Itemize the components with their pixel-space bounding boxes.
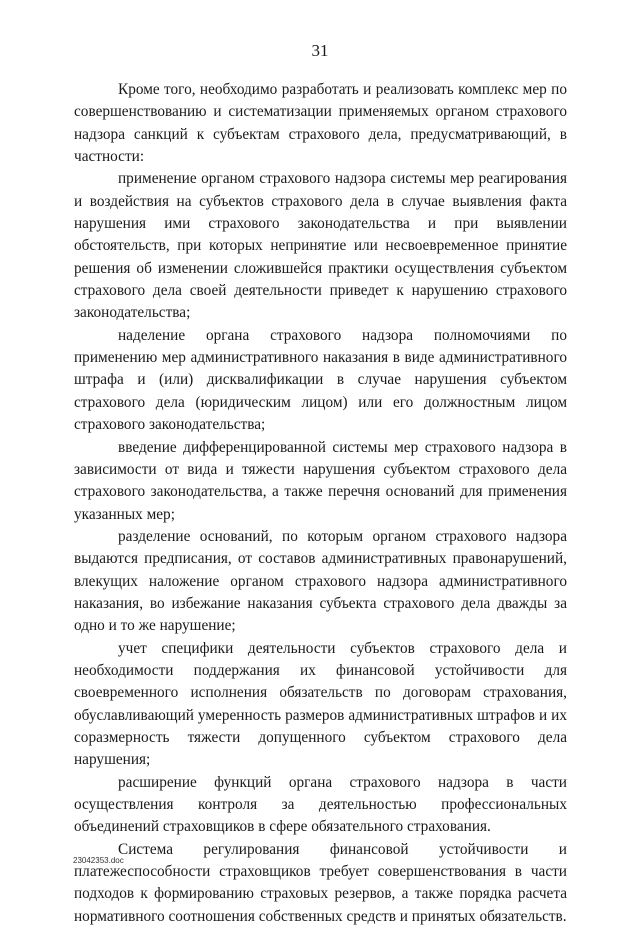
document-body xyxy=(74,79,567,928)
paragraph-intro: Кроме того, необходимо разработать и реализовать комплекс мер по совершенствованию и систематизации применяемых органом страхового надзора санкций к субъектам страхового дела, предусматривающий, в частности: xyxy=(74,81,567,166)
footer-filename: 23042353.doc xyxy=(73,856,124,865)
paragraph-item-1: применение органом страхового надзора системы мер реагирования и воздействия на субъектов страхового дела в случае выявления факта нарушения ими страхового законодательства и при выявлении обстоятельств, при которых непринятие или несвоевременное принятие решения об изменении сложившейся практики осуществления субъектом страхового дела своей деятельности приведет к нарушению страхового законодательства; xyxy=(74,170,567,322)
paragraph-item-6: расширение функций органа страхового надзора в части осуществления контроля за деятельностью профессиональных объединений страховщиков в сфере обязательного страхования. xyxy=(74,773,567,836)
paragraph-item-3: введение дифференцированной системы мер страхового надзора в зависимости от вида и тяжести нарушения субъектом страхового дела страхового законодательства, а также перечня оснований для применения указанных мер; xyxy=(74,438,567,523)
paragraph-item-2: наделение органа страхового надзора полномочиями по применению мер административного наказания в виде административного штрафа и (или) дисквалификации в случае нарушения субъектом страхового дела (юридическим лицом) или его должностным лицом страхового законодательства; xyxy=(74,326,567,434)
paragraph-conclusion: Система регулирования финансовой устойчивости и платежеспособности страховщиков требует совершенствования в части подходов к формированию страховых резервов, а также порядка расчета нормативного соотношения собственных средств и принятых обязательств. xyxy=(74,840,567,925)
paragraph-item-5: учет специфики деятельности субъектов страхового дела и необходимости поддержания их финансовой устойчивости для своевременного исполнения обязательств по договорам страхования, обуславливающий умеренность размеров административных штрафов и их соразмерность тяжести допущенного субъектом страхового дела нарушения; xyxy=(74,639,567,769)
paragraph-item-4: разделение оснований, по которым органом страхового надзора выдаются предписания, от составов административных правонарушений, влекущих наложение органом страхового надзора административного наказания, во избежание наказания субъекта страхового дела дважды за одно и то же нарушение; xyxy=(74,527,567,635)
page-number: 31 xyxy=(311,41,329,60)
